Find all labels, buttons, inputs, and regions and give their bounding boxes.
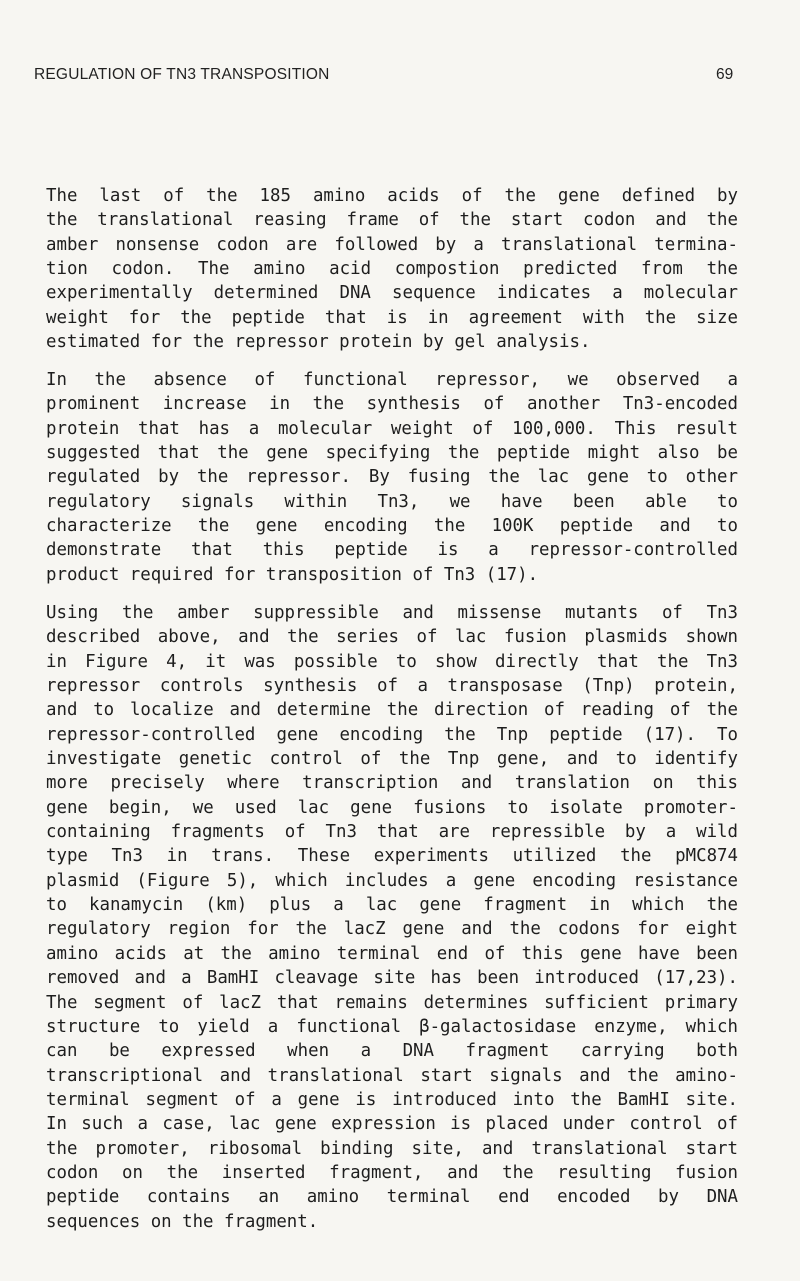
text-line: and to localize and determine the direction of reading of the <box>46 700 738 721</box>
text-line: the translational reasing frame of the start codon and the <box>46 210 738 231</box>
text-line: removed and a BamHI cleavage site has been introduced (17,23). <box>46 968 738 989</box>
text-line: In the absence of functional repressor, we observed a <box>46 370 738 390</box>
text-line: described above, and the series of lac fusion plasmids shown <box>46 627 738 648</box>
text-line: codon on the inserted fragment, and the resulting fusion <box>46 1162 738 1183</box>
text-line: product required for transposition of Tn3 (17). <box>46 564 539 585</box>
text-line: structure to yield a functional β-galactosidase enzyme, which <box>46 1016 738 1037</box>
text-line: containing fragments of Tn3 that are repressible by a wild <box>46 822 738 843</box>
text-line: repressor controls synthesis of a transposase (Tnp) protein, <box>46 676 738 697</box>
text-line: regulatory region for the lacZ gene and the codons for eight <box>46 919 738 940</box>
text-line: The last of the 185 amino acids of the gene defined by <box>46 186 738 206</box>
text-line: the promoter, ribosomal binding site, and translational start <box>46 1138 738 1159</box>
text-line: characterize the gene encoding the 100K peptide and to <box>46 516 738 537</box>
running-header-title: REGULATION OF TN3 TRANSPOSITION <box>34 66 330 83</box>
paragraph-2 <box>46 368 738 587</box>
text-line: tion codon. The amino acid compostion predicted from the <box>46 259 738 280</box>
text-line: weight for the peptide that is in agreement with the size <box>46 307 738 328</box>
text-line: sequences on the fragment. <box>46 1211 319 1232</box>
paragraph-3 <box>46 601 738 1234</box>
text-line: investigate genetic control of the Tnp gene, and to identify <box>46 749 738 770</box>
text-line: regulatory signals within Tn3, we have been able to <box>46 491 738 512</box>
text-line: terminal segment of a gene is introduced into the BamHI site. <box>46 1089 738 1110</box>
text-line: suggested that the gene specifying the peptide might also be <box>46 443 738 464</box>
text-line: prominent increase in the synthesis of another Tn3-encoded <box>46 394 738 415</box>
text-line: amber nonsense codon are followed by a translational termina- <box>46 234 738 255</box>
text-line: type Tn3 in trans. These experiments utilized the pMC874 <box>46 846 738 867</box>
text-line: can be expressed when a DNA fragment carrying both <box>46 1041 738 1062</box>
text-line: peptide contains an amino terminal end encoded by DNA <box>46 1187 738 1208</box>
text-line: amino acids at the amino terminal end of this gene have been <box>46 943 738 964</box>
text-line: gene begin, we used lac gene fusions to isolate promoter- <box>46 797 738 818</box>
text-line: estimated for the repressor protein by gel analysis. <box>46 332 591 353</box>
text-line: The segment of lacZ that remains determines sufficient primary <box>46 992 738 1013</box>
text-line: demonstrate that this peptide is a repressor-controlled <box>46 540 738 561</box>
text-line: Using the amber suppressible and missense mutants of Tn3 <box>46 603 738 623</box>
page-number: 69 <box>716 66 734 83</box>
text-line: experimentally determined DNA sequence indicates a molecular <box>46 283 738 304</box>
text-line: to kanamycin (km) plus a lac gene fragment in which the <box>46 895 738 916</box>
text-line: repressor-controlled gene encoding the Tnp peptide (17). To <box>46 724 738 745</box>
text-line: In such a case, lac gene expression is placed under control of <box>46 1114 738 1135</box>
text-line: more precisely where transcription and translation on this <box>46 773 738 794</box>
text-line: regulated by the repressor. By fusing the lac gene to other <box>46 467 738 488</box>
text-line: plasmid (Figure 5), which includes a gene encoding resistance <box>46 870 738 891</box>
text-line: protein that has a molecular weight of 100,000. This result <box>46 418 738 439</box>
paragraph-1 <box>46 184 738 354</box>
text-line: transcriptional and translational start signals and the amino- <box>46 1065 738 1086</box>
text-line: in Figure 4, it was possible to show directly that the Tn3 <box>46 651 738 672</box>
